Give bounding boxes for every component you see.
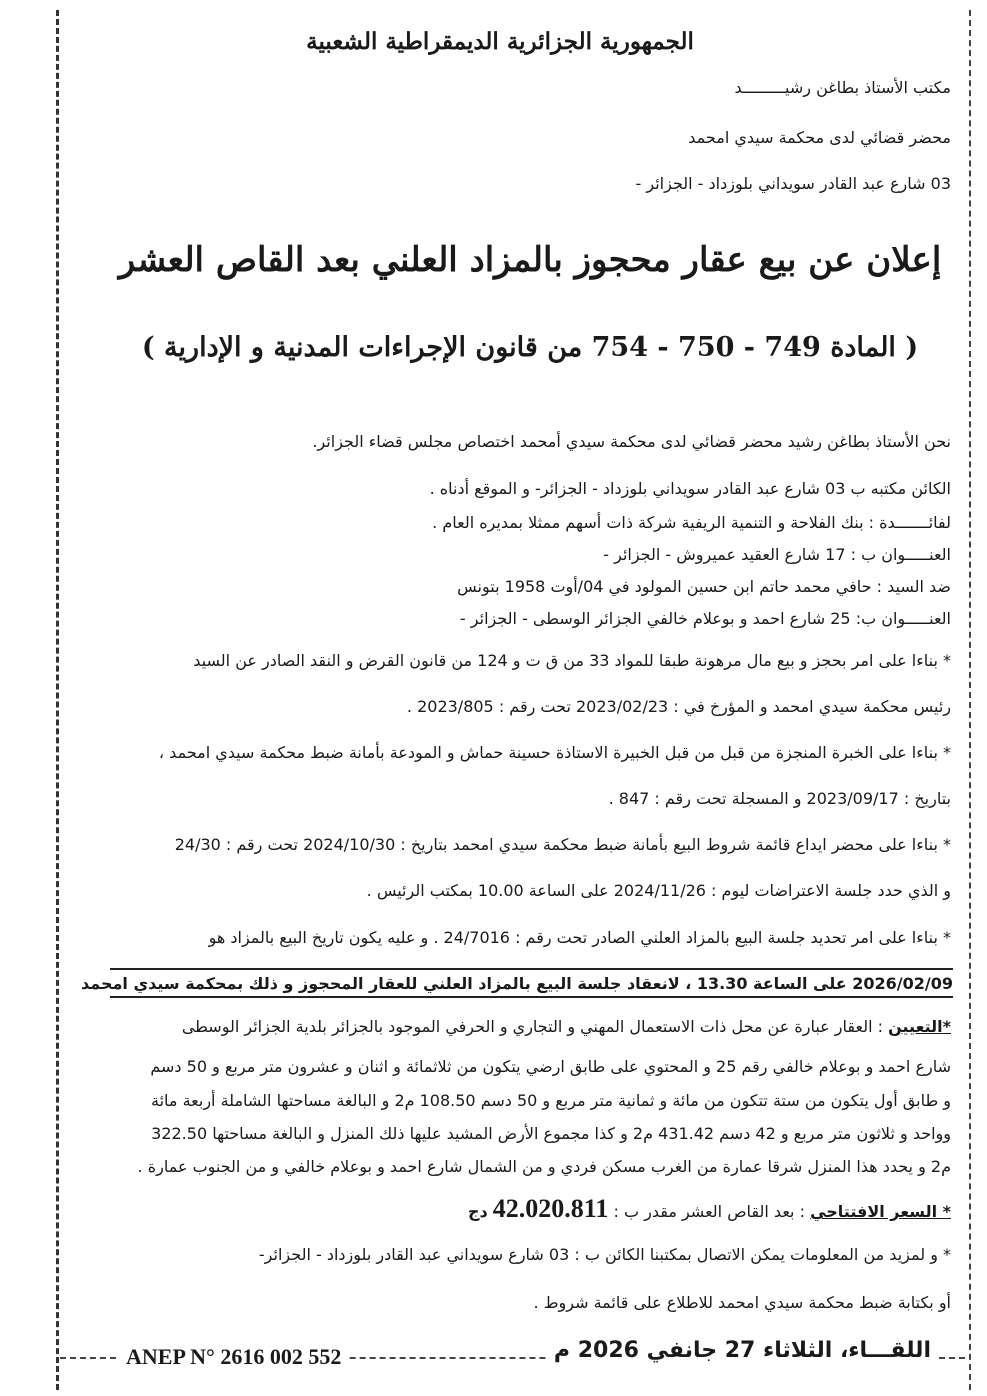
creditor-address: العنـــــوان ب : 17 شارع العقيد عميروش - الجزائر - bbox=[603, 545, 951, 564]
contact-info: * و لمزيد من المعلومات يمكن الاتصال بمكتبنا الكائن ب : 03 شارع سويداني عبد القادر بلوزداد - الجزائر- bbox=[258, 1245, 951, 1264]
creditor: لفائـــــــدة : بنك الفلاحة و التنمية الريفية شركة ذات أسهم ممثلا بمديره العام . bbox=[432, 513, 951, 532]
objections-session: و الذي حدد جلسة الاعتراضات ليوم : 2024/11/26 على الساعة 10.00 بمكتب الرئيس . bbox=[366, 881, 951, 900]
office-role: محضر قضائي لدى محكمة سيدي امحمد bbox=[688, 128, 951, 147]
debtor-address: العنـــــوان ب: 25 شارع احمد و بوعلام خالفي الجزائر الوسطى - الجزائر - bbox=[459, 609, 951, 628]
property-description bbox=[182, 1017, 951, 1036]
opening-price bbox=[468, 1194, 951, 1224]
legal-reference: ( المادة 749 - 750 - 754 من قانون الإجراءات المدنية و الإدارية ) bbox=[141, 332, 919, 363]
publication-date: اللقـــاء، الثلاثاء 27 جانفي 2026 م bbox=[548, 1338, 937, 1363]
seizure-order: * بناءا على امر بحجز و بيع مال مرهونة طبقا للمواد 33 من ق ت و 124 من قانون القرض و النقد الصادر عن السيد bbox=[193, 651, 951, 670]
office-name: مكتب الأستاذ بطاغن رشيـــــــــد bbox=[734, 78, 951, 97]
price-currency: دج bbox=[467, 1202, 488, 1221]
office-address: 03 شارع عبد القادر سويداني بلوزداد - الجزائر - bbox=[635, 174, 951, 193]
property-line-5: م2 و يحدد هذا المنزل شرقا عمارة من الغرب مسكن فردي و من الشمال شارع احمد و بوعلام خالفي و من الجنوب عمارة . bbox=[137, 1157, 951, 1176]
office-location: الكائن مكتبه ب 03 شارع عبد القادر سويداني بلوزداد - الجزائر- و الموقع أدناه . bbox=[429, 479, 951, 498]
anep-number: ANEP N° 2616 002 552 bbox=[120, 1344, 347, 1370]
court-registry: أو بكتابة ضبط محكمة سيدي امحمد للاطلاع على قائمة شروط . bbox=[533, 1293, 951, 1312]
seizure-order-date: رئيس محكمة سيدي امحمد و المؤرخ في : 2023/02/23 تحت رقم : 2023/805 . bbox=[406, 697, 951, 716]
republic-heading: الجمهورية الجزائرية الديمقراطية الشعبية bbox=[306, 28, 694, 55]
conditions-deposit: * بناءا على محضر ايداع قائمة شروط البيع بأمانة ضبط محكمة سيدي امحمد بتاريخ : 2024/10/30 تحت رقم : 24/30 bbox=[174, 835, 951, 854]
price-value: 42.020.811 bbox=[492, 1194, 609, 1223]
designation-label: *التعيين bbox=[888, 1017, 951, 1036]
property-line-4: وواحد و ثلاثون متر مربع و 42 دسم 431.42 م2 و كذا مجموع الأرض المشيد عليها ذلك المنزل و البالغة مساحتها 322.50 bbox=[151, 1124, 951, 1143]
auction-date: 2026/02/09 على الساعة 13.30 ، لانعقاد جلسة البيع بالمزاد العلني للعقار المحجوز و ذلك بمحكمة سيدي امحمد bbox=[110, 968, 953, 998]
designation-text: : العقار عبارة عن محل ذات الاستعمال المهني و التجاري و الحرفي الموجود بالجزائر بلدية الجزائر الوسطى bbox=[181, 1017, 884, 1036]
expert-report-date: بتاريخ : 2023/09/17 و المسجلة تحت رقم : 847 . bbox=[608, 789, 951, 808]
price-label: * السعر الافتتاحي bbox=[810, 1202, 951, 1221]
announcement-title: إعلان عن بيع عقار محجوز بالمزاد العلني بعد القاص العشر bbox=[118, 240, 942, 280]
bailiff-statement: نحن الأستاذ بطاغن رشيد محضر قضائي لدى محكمة سيدي أمحمد اختصاص مجلس قضاء الجزائر. bbox=[312, 432, 951, 451]
price-text: : بعد القاص العشر مقدر ب : bbox=[613, 1202, 805, 1221]
property-line-2: شارع احمد و بوعلام خالفي رقم 25 و المحتوي على طابق ارضي يتكون من ثلاثمائة و اثنان و عشرون متر مربع و 50 دسم bbox=[150, 1057, 951, 1076]
property-line-3: و طابق أول يتكون من ستة تتكون من مائة و ثمانية متر مربع و 50 دسم 108.50 م2 و البالغة مساحتها الشاملة أربعة مائة bbox=[151, 1091, 951, 1110]
expert-report: * بناءا على الخبرة المنجزة من قبل من قبل الخبيرة الاستاذة حسينة حماش و المودعة بأمانة ضبط محكمة سيدي امحمد ، bbox=[158, 743, 951, 762]
auction-order: * بناءا على امر تحديد جلسة البيع بالمزاد العلني الصادر تحت رقم : 24/7016 . و عليه يكون تاريخ البيع بالمزاد هو bbox=[208, 928, 951, 947]
debtor: ضد السيد : حافي محمد حاتم ابن حسين المولود في 04/أوت 1958 بتونس bbox=[457, 577, 951, 596]
